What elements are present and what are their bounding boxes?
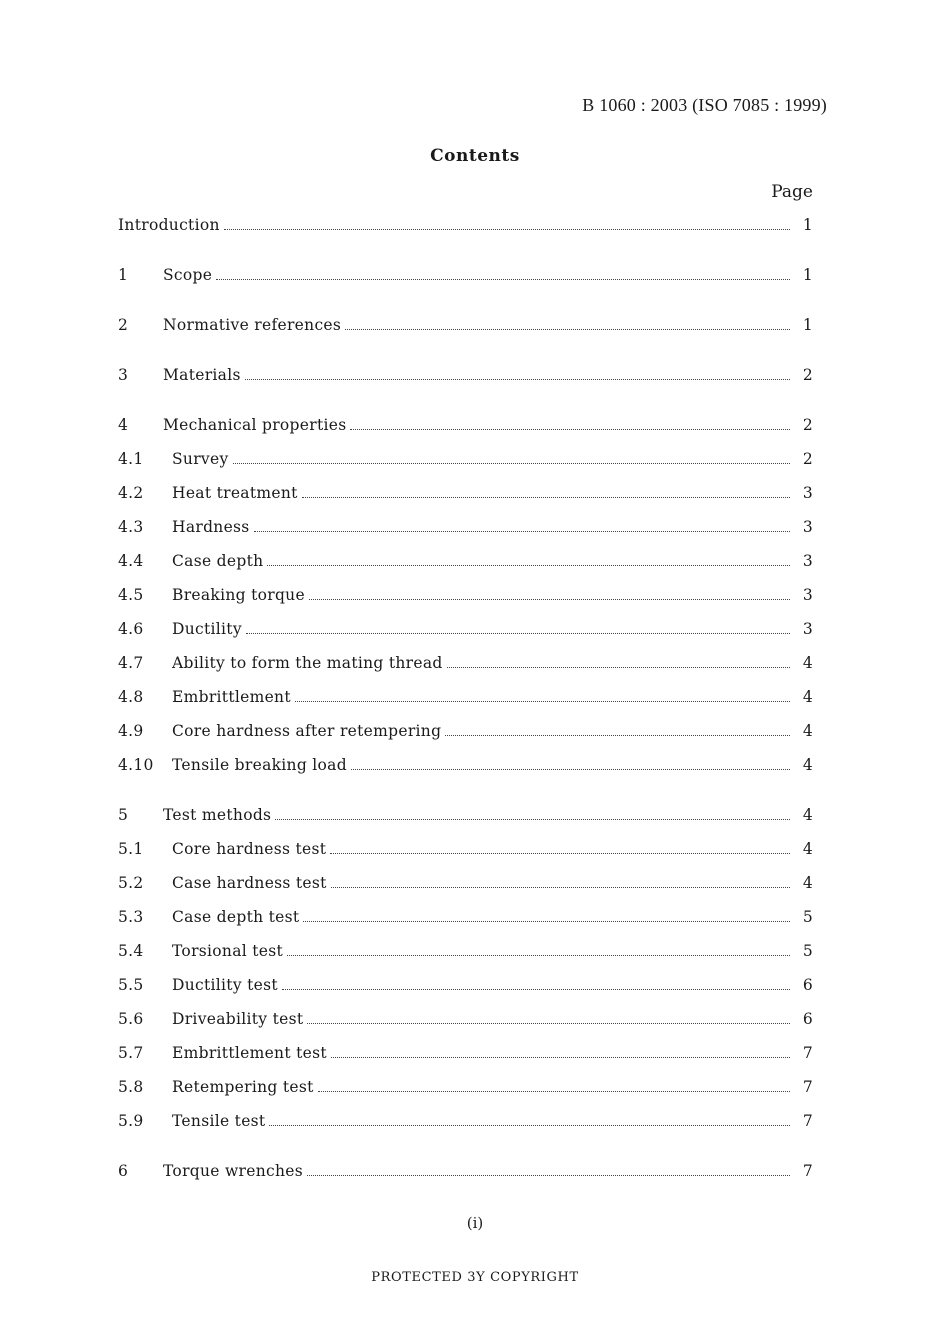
toc-entry-number: 4.6	[118, 620, 144, 638]
dot-leader	[245, 379, 790, 380]
dot-leader	[282, 989, 790, 990]
toc-entry-number: 2	[118, 316, 129, 334]
toc-entry-number: 4.7	[118, 654, 144, 672]
toc-entry-page: 3	[802, 518, 814, 536]
toc-entry-page: 1	[802, 266, 814, 284]
toc-entry-number: 6	[118, 1162, 129, 1180]
dot-leader	[269, 1125, 790, 1126]
dot-leader	[351, 769, 790, 770]
toc-entry	[118, 934, 818, 968]
toc-entry-number: 5.2	[118, 874, 144, 892]
toc-entry-page: 4	[802, 688, 814, 706]
toc-entry	[118, 798, 818, 832]
dot-leader	[267, 565, 790, 566]
dot-leader	[345, 329, 790, 330]
toc-entry-title: Test methods	[163, 806, 272, 824]
toc-entry-title: Tensile breaking load	[172, 756, 347, 774]
dot-leader	[224, 229, 790, 230]
toc-entry	[118, 510, 818, 544]
toc-entry-title-with-leader	[172, 484, 790, 502]
toc-entry-title-with-leader	[163, 316, 790, 334]
dot-leader	[331, 887, 790, 888]
toc-entry-title-with-leader	[163, 266, 790, 284]
toc-entry-title-with-leader	[172, 1078, 790, 1096]
toc-entry	[118, 968, 818, 1002]
toc-entry	[118, 476, 818, 510]
toc-entry-title-with-leader	[172, 450, 790, 468]
toc-entry-title-with-leader	[172, 942, 790, 960]
toc-entry-title-with-leader	[172, 518, 790, 536]
dot-leader	[216, 279, 790, 280]
toc-entry	[118, 1036, 818, 1070]
toc-entry-title: Normative references	[163, 316, 342, 334]
toc-entry-title: Survey	[172, 450, 229, 468]
toc-entry-title: Core hardness after retempering	[172, 722, 442, 740]
toc-entry	[118, 358, 818, 392]
toc-entry-page: 4	[802, 840, 814, 858]
toc-entry-title: Core hardness test	[172, 840, 327, 858]
toc-entry-title: Torsional test	[172, 942, 284, 960]
toc-entry	[118, 866, 818, 900]
toc-entry-title-with-leader	[163, 366, 790, 384]
toc-entry-number: 5.3	[118, 908, 144, 926]
toc-entry	[118, 646, 818, 680]
toc-entry-number: 5.7	[118, 1044, 144, 1062]
toc-entry-number: 1	[118, 266, 129, 284]
toc-entry-title-with-leader	[172, 756, 790, 774]
toc-entry-title-with-leader	[172, 722, 790, 740]
toc-entry	[118, 408, 818, 442]
dot-leader	[445, 735, 790, 736]
toc-entry-title-with-leader	[172, 1044, 790, 1062]
toc-entry	[118, 544, 818, 578]
toc-entry	[118, 748, 818, 782]
toc-entry-page: 3	[802, 552, 814, 570]
toc-entry-title: Mechanical properties	[163, 416, 347, 434]
dot-leader	[302, 497, 790, 498]
toc-entry-number: 4.4	[118, 552, 144, 570]
dot-leader	[350, 429, 790, 430]
toc-entry-page: 2	[802, 416, 814, 434]
toc-entry-title: Breaking torque	[172, 586, 305, 604]
table-of-contents	[118, 208, 818, 1188]
dot-leader	[309, 599, 790, 600]
toc-entry-title-with-leader	[172, 908, 790, 926]
toc-entry-number: 4.9	[118, 722, 144, 740]
dot-leader	[254, 531, 790, 532]
contents-title: Contents	[430, 146, 520, 166]
dot-leader	[246, 633, 790, 634]
toc-entry-title: Hardness	[172, 518, 250, 536]
toc-entry-title-with-leader	[172, 976, 790, 994]
toc-entry-number: 5.1	[118, 840, 144, 858]
toc-entry-page: 2	[802, 450, 814, 468]
toc-entry-page: 5	[802, 942, 814, 960]
toc-entry-title-with-leader	[172, 1010, 790, 1028]
toc-entry-number: 4	[118, 416, 129, 434]
toc-entry	[118, 900, 818, 934]
dot-leader	[331, 1057, 790, 1058]
toc-entry-number: 4.5	[118, 586, 144, 604]
toc-entry-number: 5.5	[118, 976, 144, 994]
toc-entry	[118, 714, 818, 748]
dot-leader	[330, 853, 790, 854]
toc-entry-title-with-leader	[172, 688, 790, 706]
toc-entry-page: 7	[802, 1112, 814, 1130]
toc-entry-title: Heat treatment	[172, 484, 298, 502]
toc-entry-page: 6	[802, 976, 814, 994]
toc-entry-page: 4	[802, 756, 814, 774]
toc-entry-title: Embrittlement test	[172, 1044, 327, 1062]
toc-entry-number: 4.10	[118, 756, 154, 774]
toc-entry-number: 5	[118, 806, 129, 824]
toc-entry-title-with-leader	[163, 1162, 790, 1180]
toc-entry-title: Scope	[163, 266, 213, 284]
dot-leader	[303, 921, 790, 922]
toc-entry-title-with-leader	[172, 654, 790, 672]
toc-entry	[118, 578, 818, 612]
toc-entry-title-with-leader	[163, 806, 790, 824]
toc-entry	[118, 612, 818, 646]
toc-entry-page: 3	[802, 586, 814, 604]
toc-entry-number: 4.3	[118, 518, 144, 536]
standard-reference: B 1060 : 2003 (ISO 7085 : 1999)	[582, 95, 827, 115]
toc-entry	[118, 1002, 818, 1036]
toc-entry-page: 4	[802, 806, 814, 824]
toc-entry-page: 3	[802, 620, 814, 638]
toc-entry-title-with-leader	[172, 586, 790, 604]
toc-entry	[118, 1154, 818, 1188]
toc-entry	[118, 308, 818, 342]
toc-entry-page: 7	[802, 1044, 814, 1062]
dot-leader	[307, 1023, 790, 1024]
toc-entry-title: Driveability test	[172, 1010, 304, 1028]
dot-leader	[447, 667, 790, 668]
toc-entry	[118, 1104, 818, 1138]
dot-leader	[318, 1091, 790, 1092]
toc-entry-page: 1	[802, 216, 814, 234]
toc-entry-number: 5.8	[118, 1078, 144, 1096]
toc-entry-title-with-leader	[172, 620, 790, 638]
toc-entry-title: Case hardness test	[172, 874, 327, 892]
toc-entry-page: 6	[802, 1010, 814, 1028]
toc-entry-page: 5	[802, 908, 814, 926]
toc-entry-page: 7	[802, 1078, 814, 1096]
toc-entry-title: Torque wrenches	[163, 1162, 304, 1180]
toc-entry-number: 4.8	[118, 688, 144, 706]
toc-entry-page: 4	[802, 654, 814, 672]
dot-leader	[307, 1175, 790, 1176]
toc-entry-page: 4	[802, 874, 814, 892]
toc-entry-title-with-leader	[172, 1112, 790, 1130]
toc-entry-page: 2	[802, 366, 814, 384]
toc-entry-number: 3	[118, 366, 129, 384]
toc-entry-number: 5.6	[118, 1010, 144, 1028]
toc-entry	[118, 442, 818, 476]
toc-entry-title: Introduction	[118, 216, 220, 234]
toc-entry-title-with-leader	[163, 416, 790, 434]
toc-entry-page: 3	[802, 484, 814, 502]
toc-entry	[118, 1070, 818, 1104]
toc-entry-page: 7	[802, 1162, 814, 1180]
toc-entry-title: Ability to form the mating thread	[172, 654, 443, 672]
page-column-heading: Page	[771, 182, 813, 202]
toc-entry-number: 4.1	[118, 450, 144, 468]
toc-entry-number: 4.2	[118, 484, 144, 502]
toc-entry-title: Ductility test	[172, 976, 278, 994]
toc-entry-title: Ductility	[172, 620, 242, 638]
copyright-notice: PROTECTED 3Y COPYRIGHT	[371, 1270, 579, 1285]
toc-entry	[118, 680, 818, 714]
toc-entry-title-with-leader	[118, 216, 790, 234]
toc-entry	[118, 208, 818, 242]
page-number: (i)	[466, 1214, 484, 1232]
toc-entry-title-with-leader	[172, 552, 790, 570]
dot-leader	[295, 701, 790, 702]
toc-entry	[118, 258, 818, 292]
toc-entry-title: Retempering test	[172, 1078, 314, 1096]
toc-entry-title: Case depth test	[172, 908, 300, 926]
toc-entry-title-with-leader	[172, 840, 790, 858]
toc-entry-title: Tensile test	[172, 1112, 266, 1130]
toc-entry-title: Materials	[163, 366, 241, 384]
toc-entry	[118, 832, 818, 866]
dot-leader	[287, 955, 790, 956]
dot-leader	[275, 819, 790, 820]
toc-entry-title: Embrittlement	[172, 688, 291, 706]
toc-entry-number: 5.4	[118, 942, 144, 960]
toc-entry-title-with-leader	[172, 874, 790, 892]
dot-leader	[233, 463, 791, 464]
toc-entry-title: Case depth	[172, 552, 264, 570]
toc-entry-page: 1	[802, 316, 814, 334]
toc-entry-page: 4	[802, 722, 814, 740]
toc-entry-number: 5.9	[118, 1112, 144, 1130]
